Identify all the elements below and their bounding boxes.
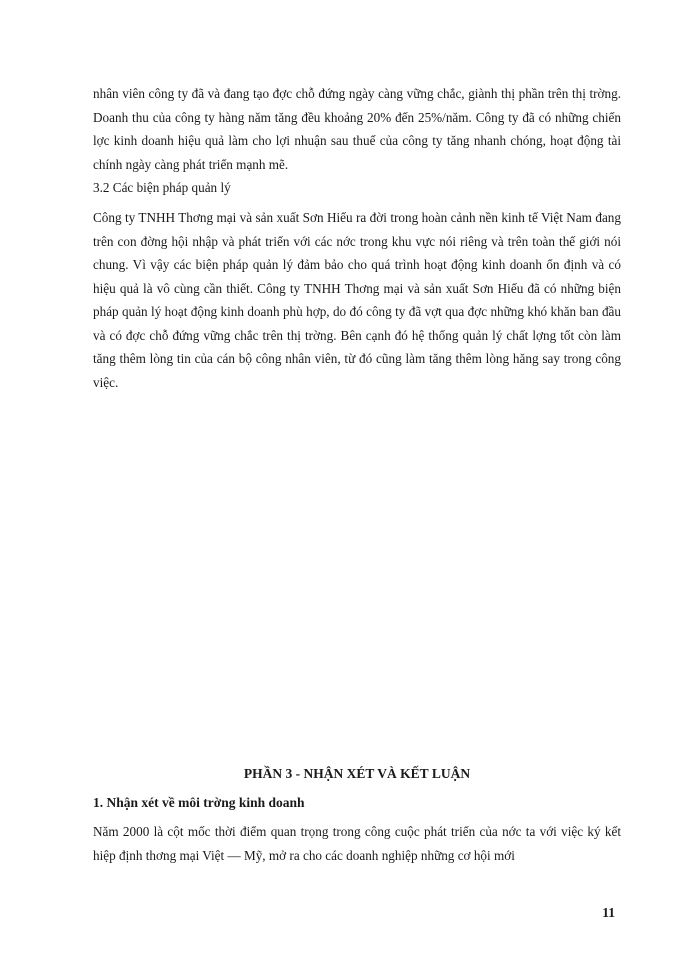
part-3-title: PHẦN 3 - NHẬN XÉT VÀ KẾT LUẬN bbox=[243, 766, 471, 781]
section-1-title: 1. Nhận xét về môi trờng kinh doanh bbox=[93, 795, 305, 810]
paragraph-management-measures: Công ty TNHH Thơng mại và sản xuất Sơn Hiếu ra đời trong hoàn cảnh nền kinh tế Việt Nam đang trên con đờng hội nhập và phát triển với các nớc trong khu vực nói riêng và trên toàn thế giới nói chung. Vì vậy các biện pháp quản lý đảm bảo cho quá trình hoạt động kinh doanh ổn định và có hiệu quả là vô cùng cần thiết. Công ty TNHH Thơng mại và sản xuất Sơn Hiếu đã có những biện pháp quản lý hoạt động kinh doanh phù hợp, do đó công ty đã vợt qua đợc những khó khăn ban đầu và có đợc chỗ đứng vững chắc trên thị trờng. Bên cạnh đó hệ thống quản lý chất lợng tốt còn làm tăng thêm lòng tin của cán bộ công nhân viên, từ đó cũng làm tăng thêm lòng hăng say trong công việc. bbox=[93, 210, 621, 390]
section-3-2-heading: 3.2 Các biện pháp quản lý bbox=[93, 180, 231, 195]
paragraph-business-environment: Năm 2000 là cột mốc thời điểm quan trọng trong công cuộc phát triển của nớc ta với việc ký kết hiệp định thơng mại Việt — Mỹ, mở ra cho các doanh nghiệp những cơ hội mới bbox=[93, 824, 621, 863]
paragraph-revenue-growth: nhân viên công ty đã và đang tạo đợc chỗ đứng ngày càng vững chắc, giành thị phần trên thị trờng. Doanh thu của công ty hàng năm tăng đều khoảng 20% đến 25%/năm. Công ty đã có những chiến lợc kinh doanh hiệu quả làm cho lợi nhuận sau thuế của công ty tăng nhanh chóng, hoạt động tài chính ngày càng phát triển mạnh mẽ. bbox=[93, 86, 621, 172]
page-number: 11 bbox=[602, 905, 615, 920]
